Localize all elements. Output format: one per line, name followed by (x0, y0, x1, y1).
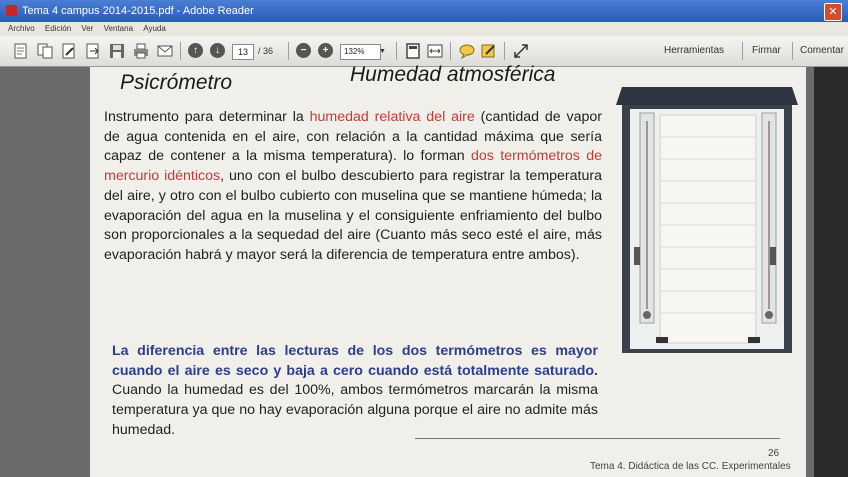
chevron-down-icon[interactable]: ▼ (379, 48, 386, 55)
tab-herramientas[interactable]: Herramientas (664, 45, 725, 56)
menu-edicion[interactable]: Edición (44, 24, 72, 33)
highlight-red: dos termómetros de mercurio idénticos (104, 148, 602, 185)
window-titlebar (0, 0, 848, 22)
adobe-reader-icon (6, 5, 17, 16)
paragraph-description (104, 108, 602, 266)
prev-page-icon[interactable]: ↑ (188, 43, 203, 58)
toolbar-separator (450, 42, 451, 60)
tab-firmar[interactable]: Firmar (752, 45, 781, 56)
text-run: Instrumento para determinar la (104, 109, 310, 125)
window-title: Tema 4 campus 2014-2015.pdf - Adobe Reader (22, 5, 254, 17)
toolbar-separator (180, 42, 181, 60)
total-pages-label: / 36 (258, 46, 274, 56)
email-icon[interactable] (156, 42, 174, 60)
print-icon[interactable] (132, 42, 150, 60)
tab-comentar[interactable]: Comentar (800, 45, 844, 56)
text-run: (cantidad de vapor de agua contenida en el aire, con relación a la cantidad máxima que sería capaz de contener a la misma temperatura). lo forman (104, 109, 603, 165)
footer-text: Tema 4. Didáctica de las CC. Experimentales (590, 461, 791, 472)
slide-title-psicrometro: Psicrómetro (120, 71, 233, 94)
highlight-red: humedad relativa del aire (309, 109, 475, 125)
menu-ventana[interactable]: Ventana (103, 24, 134, 33)
menu-ver[interactable]: Ver (81, 24, 94, 33)
combine-icon[interactable] (36, 42, 54, 60)
zoom-level-input[interactable]: 132% (340, 44, 381, 60)
fit-page-icon[interactable] (404, 42, 422, 60)
create-pdf-icon[interactable] (12, 42, 30, 60)
comment-icon[interactable] (458, 42, 476, 60)
page-number-label: 26 (768, 448, 780, 459)
paragraph-difference (112, 342, 598, 441)
fullscreen-icon[interactable] (512, 42, 530, 60)
side-panel (814, 67, 848, 477)
menu-archivo[interactable]: Archivo (8, 24, 35, 33)
toolbar-separator (742, 42, 743, 60)
edit-pdf-icon[interactable] (60, 42, 78, 60)
toolbar-separator (396, 42, 397, 60)
slide-title-humedad: Humedad atmosférica (350, 63, 556, 86)
pdf-page (90, 63, 806, 477)
next-page-icon[interactable]: ↓ (210, 43, 225, 58)
highlight-blue: La diferencia entre las lecturas de los dos termómetros es mayor cuando el aire es seco y baja a cero cuando está totalmente saturado. (112, 343, 598, 379)
psychrometer-drawing (616, 87, 798, 355)
save-icon[interactable] (108, 42, 126, 60)
toolbar-separator (504, 42, 505, 60)
page-number-input[interactable]: 13 (232, 44, 254, 60)
footer-divider (415, 438, 780, 439)
menu-bar (0, 22, 848, 36)
close-icon[interactable]: ✕ (824, 3, 842, 21)
export-icon[interactable] (84, 42, 102, 60)
zoom-in-icon[interactable]: + (318, 43, 333, 58)
menu-ayuda[interactable]: Ayuda (143, 24, 166, 33)
text-run: Cuando la humedad es del 100%, ambos termómetros marcarán la misma temperatura ya que no hay evaporación alguna porque el aire no admite más humedad. (112, 382, 598, 438)
psychrometer-image (616, 87, 798, 355)
zoom-out-icon[interactable]: − (296, 43, 311, 58)
toolbar-separator (288, 42, 289, 60)
text-run: , uno con el bulbo descubierto para registrar la temperatura del aire, y otro con el bulbo cubierto con muselina que se mantiene húmeda; la evaporación del agua en la muselina y el consiguiente enfriamiento del bulbo son proporcionales a la sequedad del aire (Cuanto más seco esté el aire, más evaporación habrá y mayor será la diferencia de temperatura entre ambos). (104, 168, 602, 263)
document-area (0, 63, 848, 477)
sign-icon[interactable] (480, 42, 498, 60)
fit-width-icon[interactable] (426, 42, 444, 60)
toolbar-separator (792, 42, 793, 60)
